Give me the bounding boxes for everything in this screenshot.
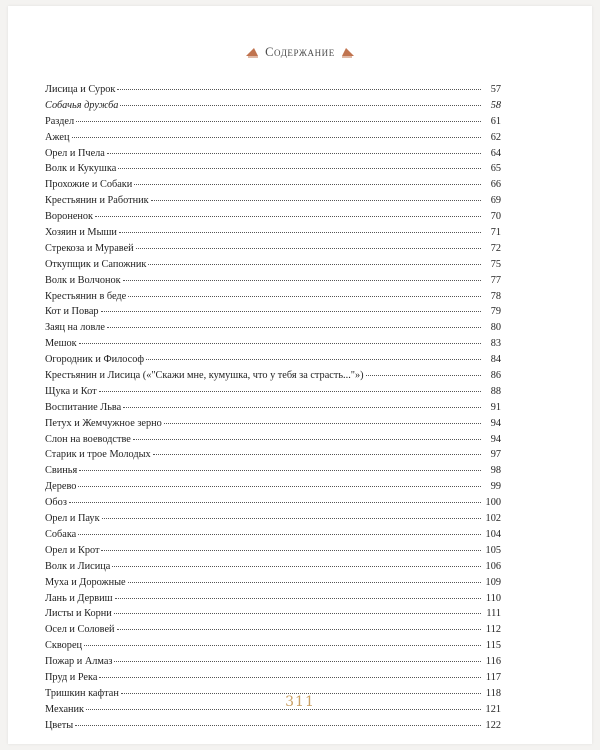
toc-entry[interactable] (45, 384, 501, 400)
dot-leader (133, 439, 481, 440)
toc-entry-title: Огородник и Философ (45, 354, 145, 366)
dot-leader (128, 582, 481, 583)
toc-entry[interactable] (45, 495, 501, 511)
toc-entry-page: 97 (490, 449, 501, 461)
toc-entry-page: 72 (490, 242, 501, 254)
dot-leader (118, 168, 481, 169)
toc-entry[interactable] (45, 130, 501, 146)
toc-entry-title: Свинья (45, 465, 78, 477)
toc-entry[interactable] (45, 304, 501, 320)
toc-entry-title: Лисица и Сурок (45, 84, 116, 95)
toc-entry[interactable] (45, 177, 501, 193)
toc-entry[interactable] (45, 463, 501, 479)
toc-entry-title: Дерево (45, 481, 77, 493)
toc-entry-page: 78 (490, 290, 501, 302)
dot-leader (101, 550, 481, 551)
toc-entry[interactable] (45, 654, 501, 670)
toc-entry[interactable] (45, 320, 501, 336)
toc-entry-title: Петух и Жемчужное зерно (45, 417, 162, 429)
dot-leader (146, 359, 481, 360)
toc-entry-page: 116 (485, 656, 501, 668)
toc-entry-page: 70 (490, 211, 501, 223)
toc-entry-page: 84 (490, 354, 501, 366)
dot-leader (134, 184, 481, 185)
toc-entry[interactable] (45, 447, 501, 463)
toc-entry[interactable] (45, 82, 501, 98)
toc-entry-page: 65 (490, 163, 501, 175)
toc-entry-title: Крестьянин и Лисица («"Скажи мне, кумушка, что у тебя за страсть..."») (45, 370, 364, 382)
toc-entry[interactable] (45, 209, 501, 225)
dot-leader (107, 327, 481, 328)
dot-leader (148, 264, 481, 265)
toc-entry-title: Листы и Корни (45, 608, 112, 620)
dot-leader (123, 280, 481, 281)
dot-leader (151, 200, 481, 201)
toc-entry-page: 71 (490, 227, 501, 239)
toc-entry[interactable] (45, 559, 501, 575)
toc-entry-page: 69 (490, 195, 501, 207)
right-ornament-icon (341, 46, 355, 58)
toc-entry-title: Старик и трое Молодых (45, 449, 151, 461)
toc-entry-title: Мешок (45, 338, 77, 350)
dot-leader (78, 534, 481, 535)
toc-entry[interactable] (45, 591, 501, 607)
toc-entry-page: 61 (490, 115, 501, 127)
toc-entry-page: 88 (490, 385, 501, 397)
toc-entry-title: Обоз (45, 497, 67, 509)
dot-leader (117, 629, 481, 630)
toc-entry[interactable] (45, 336, 501, 352)
toc-entry-title: Пожар и Алмаз (45, 656, 113, 668)
toc-entry-page: 94 (490, 433, 501, 445)
toc-entry-page: 94 (490, 417, 501, 429)
toc-entry[interactable] (45, 606, 501, 622)
toc-entry-page: 62 (490, 131, 501, 143)
dot-leader (114, 613, 481, 614)
left-ornament-icon (245, 46, 259, 58)
toc-entry-title: Хозяин и Мыши (45, 227, 117, 239)
toc-entry-title: Волк и Волчонок (45, 274, 121, 286)
toc-entry-page: 117 (485, 671, 501, 683)
dot-leader (76, 121, 481, 122)
toc-entry[interactable] (45, 543, 501, 559)
toc-entry-title: Слон на воеводстве (45, 433, 131, 445)
dot-leader (136, 248, 481, 249)
dot-leader (115, 598, 481, 599)
toc-entry-page: 66 (490, 179, 501, 191)
dot-leader (78, 486, 481, 487)
dot-leader (366, 375, 481, 376)
running-header (0, 44, 600, 60)
toc-entry-title: Прохожие и Собаки (45, 179, 133, 191)
toc-entry[interactable] (45, 400, 501, 416)
toc-entry-title: Собачья дружба (45, 99, 119, 111)
table-of-contents (45, 82, 501, 734)
toc-entry-title: Воспитание Льва (45, 401, 122, 413)
toc-entry-page: 57 (490, 84, 501, 95)
toc-entry-page: 64 (490, 147, 501, 159)
toc-entry-page: 58 (490, 99, 501, 111)
toc-entry-page: 91 (490, 401, 501, 413)
toc-entry-title: Орел и Пчела (45, 147, 105, 159)
dot-leader (84, 645, 481, 646)
toc-entry-title: Вороненок (45, 211, 94, 223)
toc-entry-title: Заяц на ловле (45, 322, 105, 334)
toc-entry-title: Цветы (45, 719, 74, 731)
toc-entry-page: 77 (490, 274, 501, 286)
dot-leader (119, 232, 481, 233)
toc-entry-title: Крестьянин в беде (45, 290, 127, 302)
toc-entry-page: 110 (485, 592, 501, 604)
toc-entry-page: 105 (485, 544, 501, 556)
toc-entry-title: Скворец (45, 640, 83, 652)
toc-entry-title: Волк и Кукушка (45, 163, 117, 175)
toc-entry-page: 104 (485, 528, 501, 540)
toc-entry-title: Стрекоза и Муравей (45, 242, 134, 254)
dot-leader (79, 343, 481, 344)
toc-entry-page: 98 (490, 465, 501, 477)
toc-entry-page: 99 (490, 481, 501, 493)
dot-leader (107, 153, 481, 154)
toc-entry-page: 100 (485, 497, 501, 509)
dot-leader (99, 677, 481, 678)
dot-leader (102, 518, 481, 519)
toc-entry-page: 75 (490, 258, 501, 270)
toc-entry-title: Ажец (45, 131, 70, 143)
dot-leader (99, 391, 481, 392)
toc-entry[interactable] (45, 670, 501, 686)
toc-entry-page: 80 (490, 322, 501, 334)
toc-entry-page: 122 (485, 719, 501, 731)
toc-entry-title: Крестьянин и Работник (45, 195, 149, 207)
dot-leader (79, 470, 481, 471)
dot-leader (164, 423, 481, 424)
toc-entry-page: 86 (490, 370, 501, 382)
toc-entry-title: Откупщик и Сапожник (45, 258, 147, 270)
toc-entry[interactable] (45, 622, 501, 638)
toc-entry-title: Пруд и Река (45, 671, 98, 683)
dot-leader (153, 454, 481, 455)
toc-entry-page: 111 (486, 608, 501, 620)
dot-leader (72, 137, 482, 138)
toc-entry-page: 79 (490, 306, 501, 318)
toc-entry-title: Муха и Дорожные (45, 576, 126, 588)
toc-entry[interactable] (45, 368, 501, 384)
toc-entry[interactable] (45, 511, 501, 527)
toc-entry[interactable] (45, 161, 501, 177)
toc-entry[interactable] (45, 241, 501, 257)
toc-entry-title: Орел и Крот (45, 544, 100, 556)
toc-entry[interactable] (45, 416, 501, 432)
toc-entry[interactable] (45, 114, 501, 130)
toc-entry-title: Осел и Соловей (45, 624, 115, 636)
toc-entry-title: Тришкин кафтан (45, 687, 119, 699)
dot-leader (123, 407, 481, 408)
toc-entry[interactable] (45, 527, 501, 543)
toc-entry[interactable] (45, 193, 501, 209)
dot-leader (128, 296, 481, 297)
toc-entry[interactable] (45, 225, 501, 241)
page-number: 311 (285, 694, 315, 710)
dot-leader (69, 502, 481, 503)
toc-entry[interactable] (45, 432, 501, 448)
toc-entry[interactable] (45, 352, 501, 368)
toc-entry-title: Щука и Кот (45, 385, 97, 397)
toc-entry-page: 121 (485, 703, 501, 715)
dot-leader (117, 89, 481, 90)
toc-entry-page: 109 (485, 576, 501, 588)
toc-entry[interactable] (45, 575, 501, 591)
toc-entry[interactable] (45, 273, 501, 289)
toc-entry-title: Механик (45, 703, 85, 715)
toc-entry[interactable] (45, 718, 501, 734)
toc-entry[interactable] (45, 98, 501, 114)
toc-entry-page: 83 (490, 338, 501, 350)
dot-leader (120, 105, 481, 106)
dot-leader (75, 725, 481, 726)
toc-entry[interactable] (45, 257, 501, 273)
toc-entry[interactable] (45, 146, 501, 162)
dot-leader (95, 216, 481, 217)
toc-entry[interactable] (45, 289, 501, 305)
section-title: Содержание (265, 45, 335, 59)
toc-entry-title: Орел и Паук (45, 513, 100, 525)
toc-entry-page: 118 (485, 687, 501, 699)
toc-entry-page: 112 (485, 624, 501, 636)
toc-entry-title: Кот и Повар (45, 306, 99, 318)
toc-entry-title: Лань и Дервиш (45, 592, 113, 604)
dot-leader (114, 661, 481, 662)
toc-entry[interactable] (45, 479, 501, 495)
toc-entry-title: Собака (45, 528, 77, 540)
toc-entry-page: 102 (485, 513, 501, 525)
toc-entry-page: 115 (485, 640, 501, 652)
toc-entry-page: 106 (485, 560, 501, 572)
dot-leader (101, 311, 481, 312)
toc-entry[interactable] (45, 638, 501, 654)
dot-leader (112, 566, 481, 567)
toc-entry-title: Раздел (45, 115, 75, 127)
toc-entry-title: Волк и Лисица (45, 560, 111, 572)
